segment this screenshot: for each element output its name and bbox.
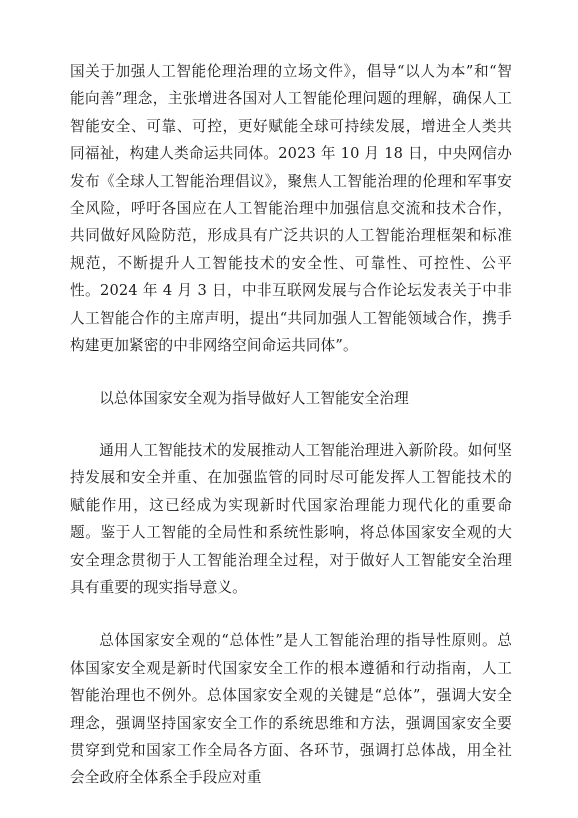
paragraph-principle: 总体国家安全观的“总体性”是人工智能治理的指导性原则。总体国家安全观是新时代国家安全工作的根本遵循和行动指南，人工智能治理也不例外。总体国家安全观的关键是“总体”，强调大安全理念，强调坚持国家安全工作的系统思维和方法，强调国家安全要贯穿到党和国家工作全局各方面、各环节，强调打总体战，用全社会全政府全体系全手段应对重: [70, 632, 512, 787]
document-page: [70, 58, 512, 792]
section-heading: 以总体国家安全观为指导做好人工智能安全治理: [99, 390, 409, 408]
paragraph-continued: 国关于加强人工智能伦理治理的立场文件》，倡导“以人为本”和“智能向善”理念，主张增进各国对人工智能伦理问题的理解，确保人工智能安全、可靠、可控，更好赋能全球可持续发展，增进全人类共同福祉，构建人类命运共同体。2023 年 10 月 18 日，中央网信办发布《全球人工智能治理倡议》，聚焦人工智能治理的伦理和军事安全风险，呼吁各国应在人工智能治理中加强信息交流和技术合作，共同做好风险防范，形成具有广泛共识的人工智能治理框架和标准规范，不断提升人工智能技术的安全性、可靠性、可控性、公平性。2024 年 4 月 3 日，中非互联网发展与合作论坛发表关于中非人工智能合作的主席声明，提出“共同加强人工智能领域合作，携手构建更加紧密的中非网络空间命运共同体”。: [70, 63, 512, 355]
paragraph-intro: 通用人工智能技术的发展推动人工智能治理进入新阶段。如何坚持发展和安全并重、在加强监管的同时尽可能发挥人工智能技术的赋能作用，这已经成为实现新时代国家治理能力现代化的重要命题。鉴于人工智能的全局性和系统性影响，将总体国家安全观的大安全理念贯彻于人工智能治理全过程，对于做好人工智能安全治理具有重要的现实指导意义。: [70, 441, 513, 596]
